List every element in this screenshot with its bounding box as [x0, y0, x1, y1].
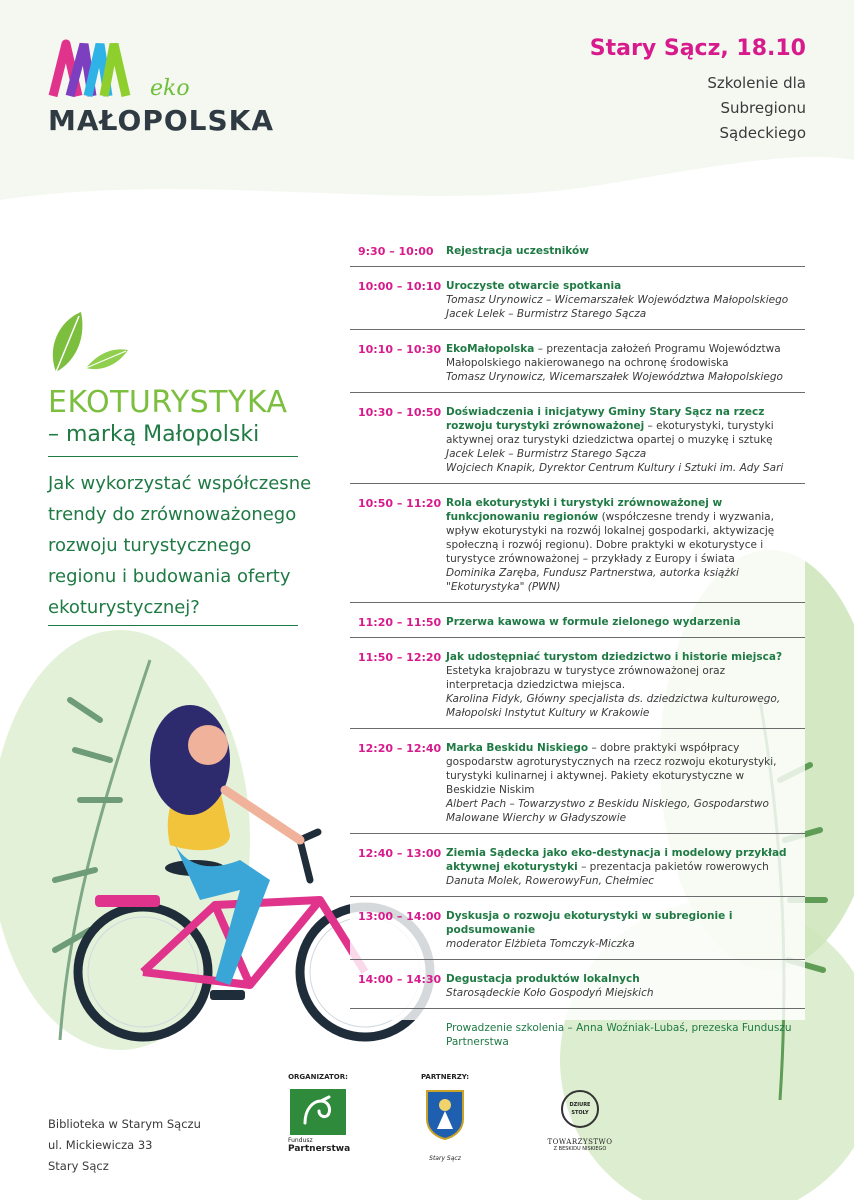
leaf-icon — [46, 310, 136, 380]
agenda-person: Tomasz Urynowicz – Wicemarszałek Województwa Małopolskiego — [446, 294, 789, 306]
agenda-text: – ekoturystyki, turystyki aktywnej oraz turystyki dziedzictwa opartej o muzykę i sztukę — [446, 420, 774, 446]
agenda-table — [350, 234, 805, 1048]
title-block — [48, 385, 288, 447]
agenda-person: Wojciech Knapik, Dyrektor Centrum Kultury i Sztuki im. Ady Sari — [446, 462, 784, 474]
agenda-person: Starosądeckie Koło Gospodyń Miejskich — [446, 987, 654, 999]
agenda-title: Marka Beskidu Niskiego — [446, 742, 589, 754]
agenda-time: 10:30 – 10:50 — [358, 406, 442, 419]
agenda-time: 9:30 – 10:00 — [358, 245, 434, 258]
organizer-label: ORGANIZATOR: — [288, 1073, 348, 1081]
agenda-time: 11:20 – 11:50 — [358, 616, 442, 629]
agenda-text: – prezentacja założeń Programu Województwa Małopolskiego nakierowanego na ochronę środowiska — [446, 343, 781, 369]
agenda-time: 12:20 – 12:40 — [358, 742, 442, 755]
agenda-closing: Prowadzenie szkolenia – Anna Woźniak-Lubaś, prezeska Funduszu Partnerstwa — [446, 1022, 792, 1048]
event-header — [590, 36, 806, 146]
agenda-title: Uroczyste otwarcie spotkania — [446, 280, 622, 292]
agenda-row — [350, 834, 805, 897]
agenda-time: 10:50 – 11:20 — [358, 497, 442, 510]
towarzystwo-logo-icon: DZIURE STOLY — [561, 1090, 599, 1128]
agenda-person: Danuta Molek, RowerowyFun, Chełmiec — [446, 875, 655, 887]
agenda-text: – dobre praktyki współpracy gospodarstw agroturystycznych na rzecz rozwoju ekoturystyki, turystyki kulinarnej i aktywnej. Pakiety ekoturystyczne w Beskidzie Niskim — [446, 742, 777, 796]
agenda-title: Doświadczenia i inicjatywy Gminy Stary Sącz na rzecz rozwoju turystyki zrównoważonej — [446, 406, 765, 432]
agenda-row — [350, 234, 805, 267]
title-sub: – marką Małopolski — [48, 422, 260, 447]
agenda-row — [350, 1009, 805, 1057]
agenda-person: moderator Elżbieta Tomczyk-Miczka — [446, 938, 635, 950]
agenda-time: 13:00 – 14:00 — [358, 910, 442, 923]
agenda-person: Karolina Fidyk, Główny specjalista ds. dziedzictwa kulturowego, Małopolski Instytut Kultury w Krakowie — [446, 693, 781, 719]
agenda-text: – prezentacja pakietów rowerowych — [577, 861, 769, 873]
agenda-title: Degustacja produktów lokalnych — [446, 973, 640, 985]
agenda-person: Jacek Lelek – Burmistrz Starego Sącza — [446, 308, 647, 320]
agenda-title: Jak udostępniać turystom dziedzictwo i historie miejsca? — [446, 651, 783, 663]
agenda-title: Rejestracja uczestników — [446, 245, 589, 257]
agenda-time: 12:40 – 13:00 — [358, 847, 442, 860]
logo-eko-text: eko — [150, 76, 190, 101]
title-question: Jak wykorzystać współczesne trendy do zrównoważonego rozwoju turystycznego regionu i budowania oferty ekoturystycznej? — [48, 473, 312, 618]
agenda-row — [350, 897, 805, 960]
title-main: EKOTURYSTYKA — [48, 385, 288, 420]
agenda-row — [350, 393, 805, 484]
agenda-title: Dyskusja o rozwoju ekoturystyki w subregionie i podsumowanie — [446, 910, 733, 936]
partner-caption: Stary Sącz — [429, 1155, 461, 1162]
agenda-person: Tomasz Urynowicz, Wicemarszałek Województwa Małopolskiego — [446, 371, 783, 383]
partner-towarzystwo: DZIURE STOLY TOWARZYSTWO Z BESKIDU NISKIEGO — [545, 1090, 615, 1152]
agenda-title: Przerwa kawowa w formule zielonego wydarzenia — [446, 616, 741, 628]
m-logo-icon — [48, 38, 133, 100]
agenda-row — [350, 267, 805, 330]
agenda-person: Albert Pach – Towarzystwo z Beskidu Niskiego, Gospodarstwo Malowane Wierchy w Gładyszowie — [446, 798, 769, 824]
stary-sacz-crest-icon — [425, 1089, 465, 1141]
agenda-row — [350, 638, 805, 729]
agenda-text: Estetyka krajobrazu w turystyce zrównoważonej oraz interpretacja dziedzictwa miejsca. — [446, 665, 726, 691]
agenda-time: 10:00 – 10:10 — [358, 280, 442, 293]
agenda-person: Jacek Lelek – Burmistrz Starego Sącza — [446, 448, 647, 460]
event-date: Stary Sącz, 18.10 — [589, 36, 806, 61]
agenda-text: (współczesne trendy i wyzwania, wpływ ekoturystyki na rozwój lokalnej gospodarki, aktywizację społeczną i rozwój regionu). Dobre praktyki w ekoturystyce i turystyce zrównoważonej – przykłady z Europy i świata — [446, 511, 775, 565]
agenda-row — [350, 330, 805, 393]
divider — [48, 456, 298, 457]
agenda-row — [350, 603, 805, 638]
agenda-time: 10:10 – 10:30 — [358, 343, 442, 356]
partners-block — [415, 1073, 475, 1162]
agenda-title: EkoMałopolska — [446, 343, 535, 355]
eko-malopolska-logo — [48, 38, 275, 138]
agenda-title: Rola ekoturystyki i turystyki zrównoważonej w funkcjonowaniu regionów — [446, 497, 723, 523]
venue-address: Biblioteka w Starym Sączu ul. Mickiewicza 33 Stary Sącz — [48, 1117, 201, 1173]
fundusz-logo-icon — [290, 1089, 346, 1135]
agenda-person: Dominika Zaręba, Fundusz Partnerstwa, autorka książki "Ekoturystyka" (PWN) — [446, 567, 739, 593]
partners-label: PARTNERZY: — [420, 1073, 470, 1081]
agenda-time: 11:50 – 12:20 — [358, 651, 442, 664]
agenda-time: 14:00 – 14:30 — [358, 973, 442, 986]
agenda-row — [350, 960, 805, 1009]
organizer-block: ORGANIZATOR: Fundusz Partnerstwa — [288, 1073, 351, 1154]
agenda-title: Ziemia Sądecka jako eko-destynacja i modelowy przykład aktywnej ekoturystyki — [446, 847, 787, 873]
agenda-row — [350, 729, 805, 834]
agenda-row — [350, 484, 805, 603]
divider — [48, 625, 298, 626]
event-subtitle: Szkolenie dla Subregionu Sądeckiego — [707, 74, 806, 142]
logo-wordmark: MAŁOPOLSKA — [48, 104, 275, 137]
